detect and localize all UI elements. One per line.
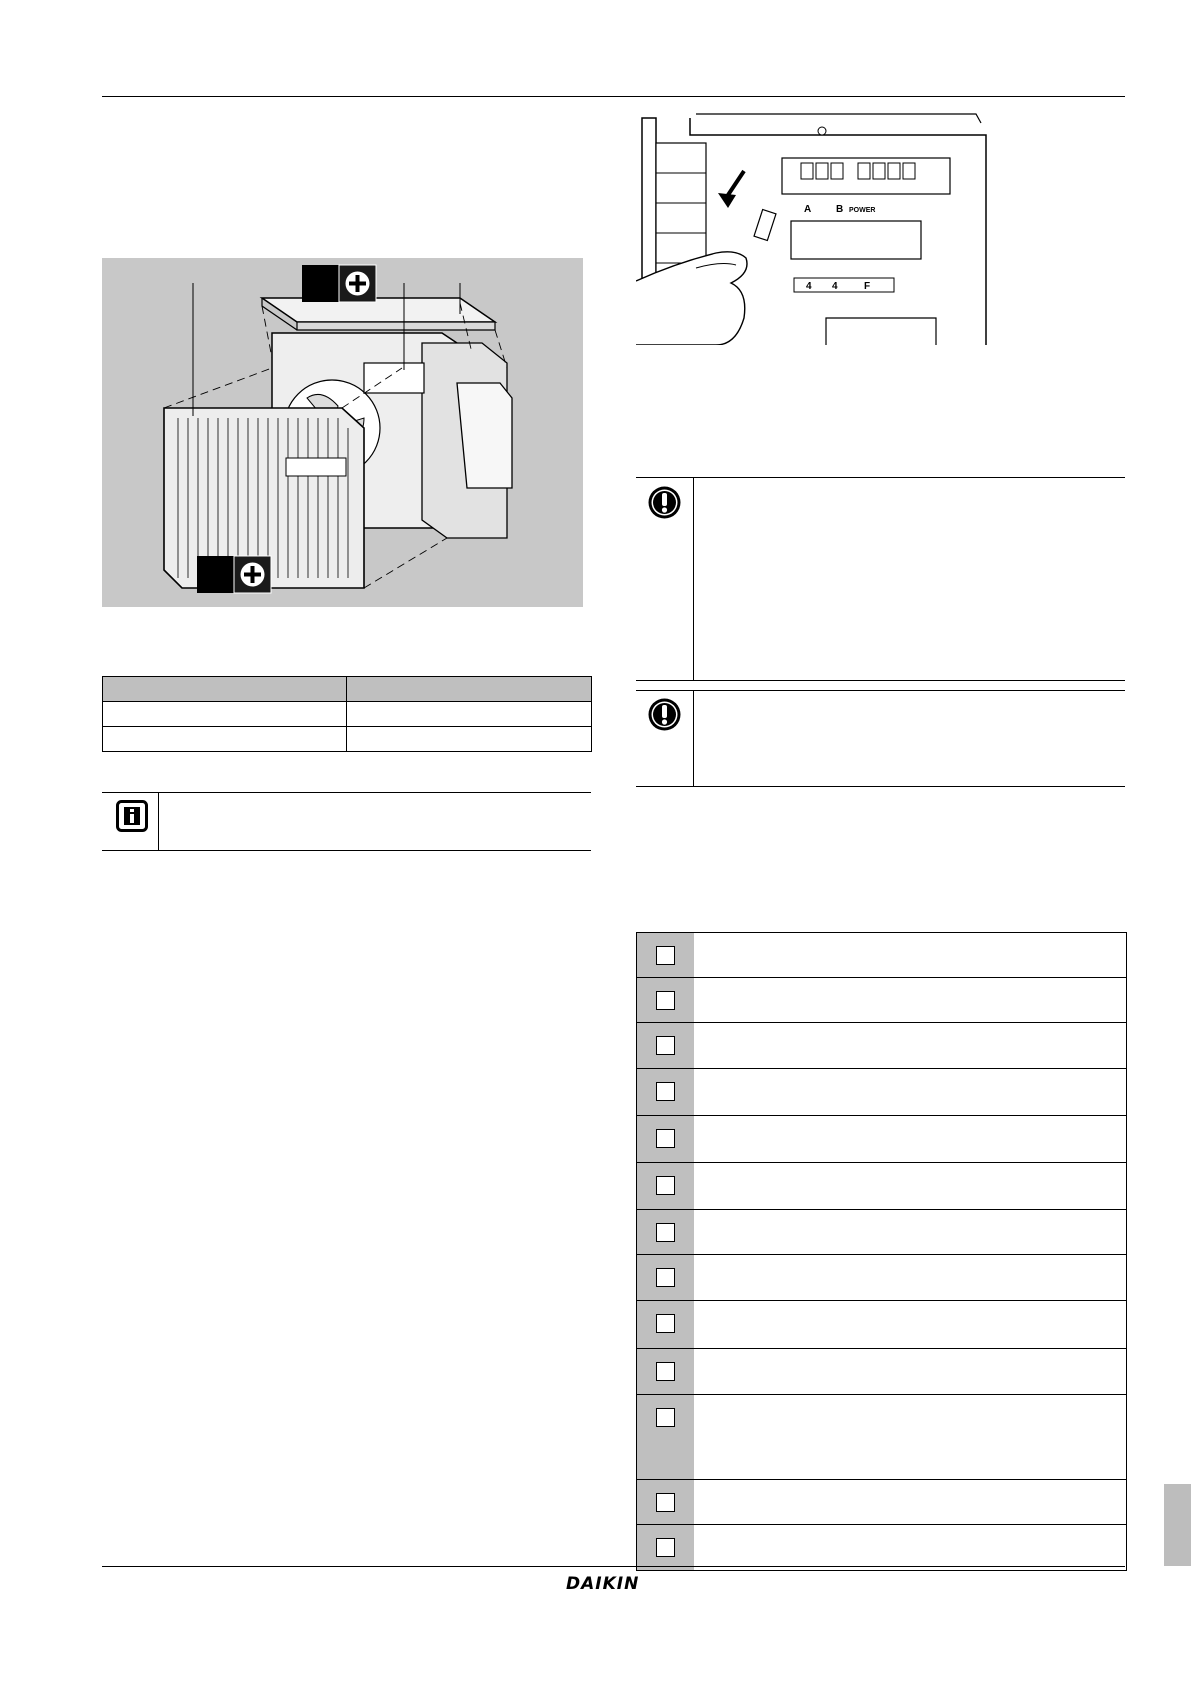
checkbox-icon[interactable] (656, 1493, 675, 1512)
terminal-label: POWER (849, 207, 876, 214)
brand-name: DAIKIN (566, 1574, 640, 1594)
checklist-row (637, 1022, 1126, 1068)
warning-note-divider (693, 477, 694, 680)
terminal-number: 4 (832, 281, 838, 292)
spec-table (102, 676, 592, 752)
checklist-row (637, 1524, 1126, 1570)
checklist-row (637, 1300, 1126, 1348)
warning-exclamation-icon (647, 697, 682, 732)
footer-rule (102, 1566, 1125, 1567)
phillips-screw-icon (302, 265, 376, 302)
checkbox-icon[interactable] (656, 1129, 675, 1148)
checklist-row (637, 1479, 1126, 1524)
table-header-cell (347, 677, 592, 702)
info-note-divider (158, 792, 159, 850)
checkbox-icon[interactable] (656, 1176, 675, 1195)
warning-note-bottom-rule (636, 680, 1125, 681)
checklist-row (637, 1209, 1126, 1254)
terminal-number: 4 (806, 281, 812, 292)
info-note-top-rule (102, 792, 591, 793)
checklist-row (637, 1254, 1126, 1300)
checklist-row (637, 1162, 1126, 1209)
checkbox-icon[interactable] (656, 1036, 675, 1055)
phillips-screw-icon (197, 556, 271, 593)
warning-note-2-divider (693, 690, 694, 786)
checkbox-icon[interactable] (656, 1223, 675, 1242)
warning-note-2-bottom-rule (636, 786, 1125, 787)
checklist-row (637, 977, 1126, 1022)
checklist-row (637, 933, 1126, 977)
info-icon (116, 800, 148, 832)
terminal-label: A (804, 204, 812, 215)
checkbox-icon[interactable] (656, 1362, 675, 1381)
warning-note-2-top-rule (636, 690, 1125, 691)
checkbox-icon[interactable] (656, 1268, 675, 1287)
checkbox-icon[interactable] (656, 1538, 675, 1557)
checklist-row (637, 1115, 1126, 1162)
checklist-table (636, 932, 1127, 1571)
warning-exclamation-icon (647, 485, 682, 520)
checkbox-icon[interactable] (656, 946, 675, 965)
info-note-bottom-rule (102, 850, 591, 851)
terminal-label: B (836, 204, 844, 215)
header-rule (102, 96, 1125, 97)
table-header-cell (103, 677, 347, 702)
checklist-row (637, 1348, 1126, 1394)
checklist-row (637, 1394, 1126, 1479)
checkbox-icon[interactable] (656, 1408, 675, 1427)
checkbox-icon[interactable] (656, 1082, 675, 1101)
brand-logo (566, 1574, 651, 1596)
terminal-number: F (864, 281, 871, 292)
section-side-tab (1164, 1484, 1191, 1566)
table-row (103, 727, 592, 752)
checkbox-icon[interactable] (656, 991, 675, 1010)
checkbox-icon[interactable] (656, 1314, 675, 1333)
table-row (103, 702, 592, 727)
checklist-row (637, 1068, 1126, 1115)
wiring-figure (636, 113, 998, 345)
warning-note-top-rule (636, 477, 1125, 478)
exploded-unit-figure (102, 258, 583, 607)
